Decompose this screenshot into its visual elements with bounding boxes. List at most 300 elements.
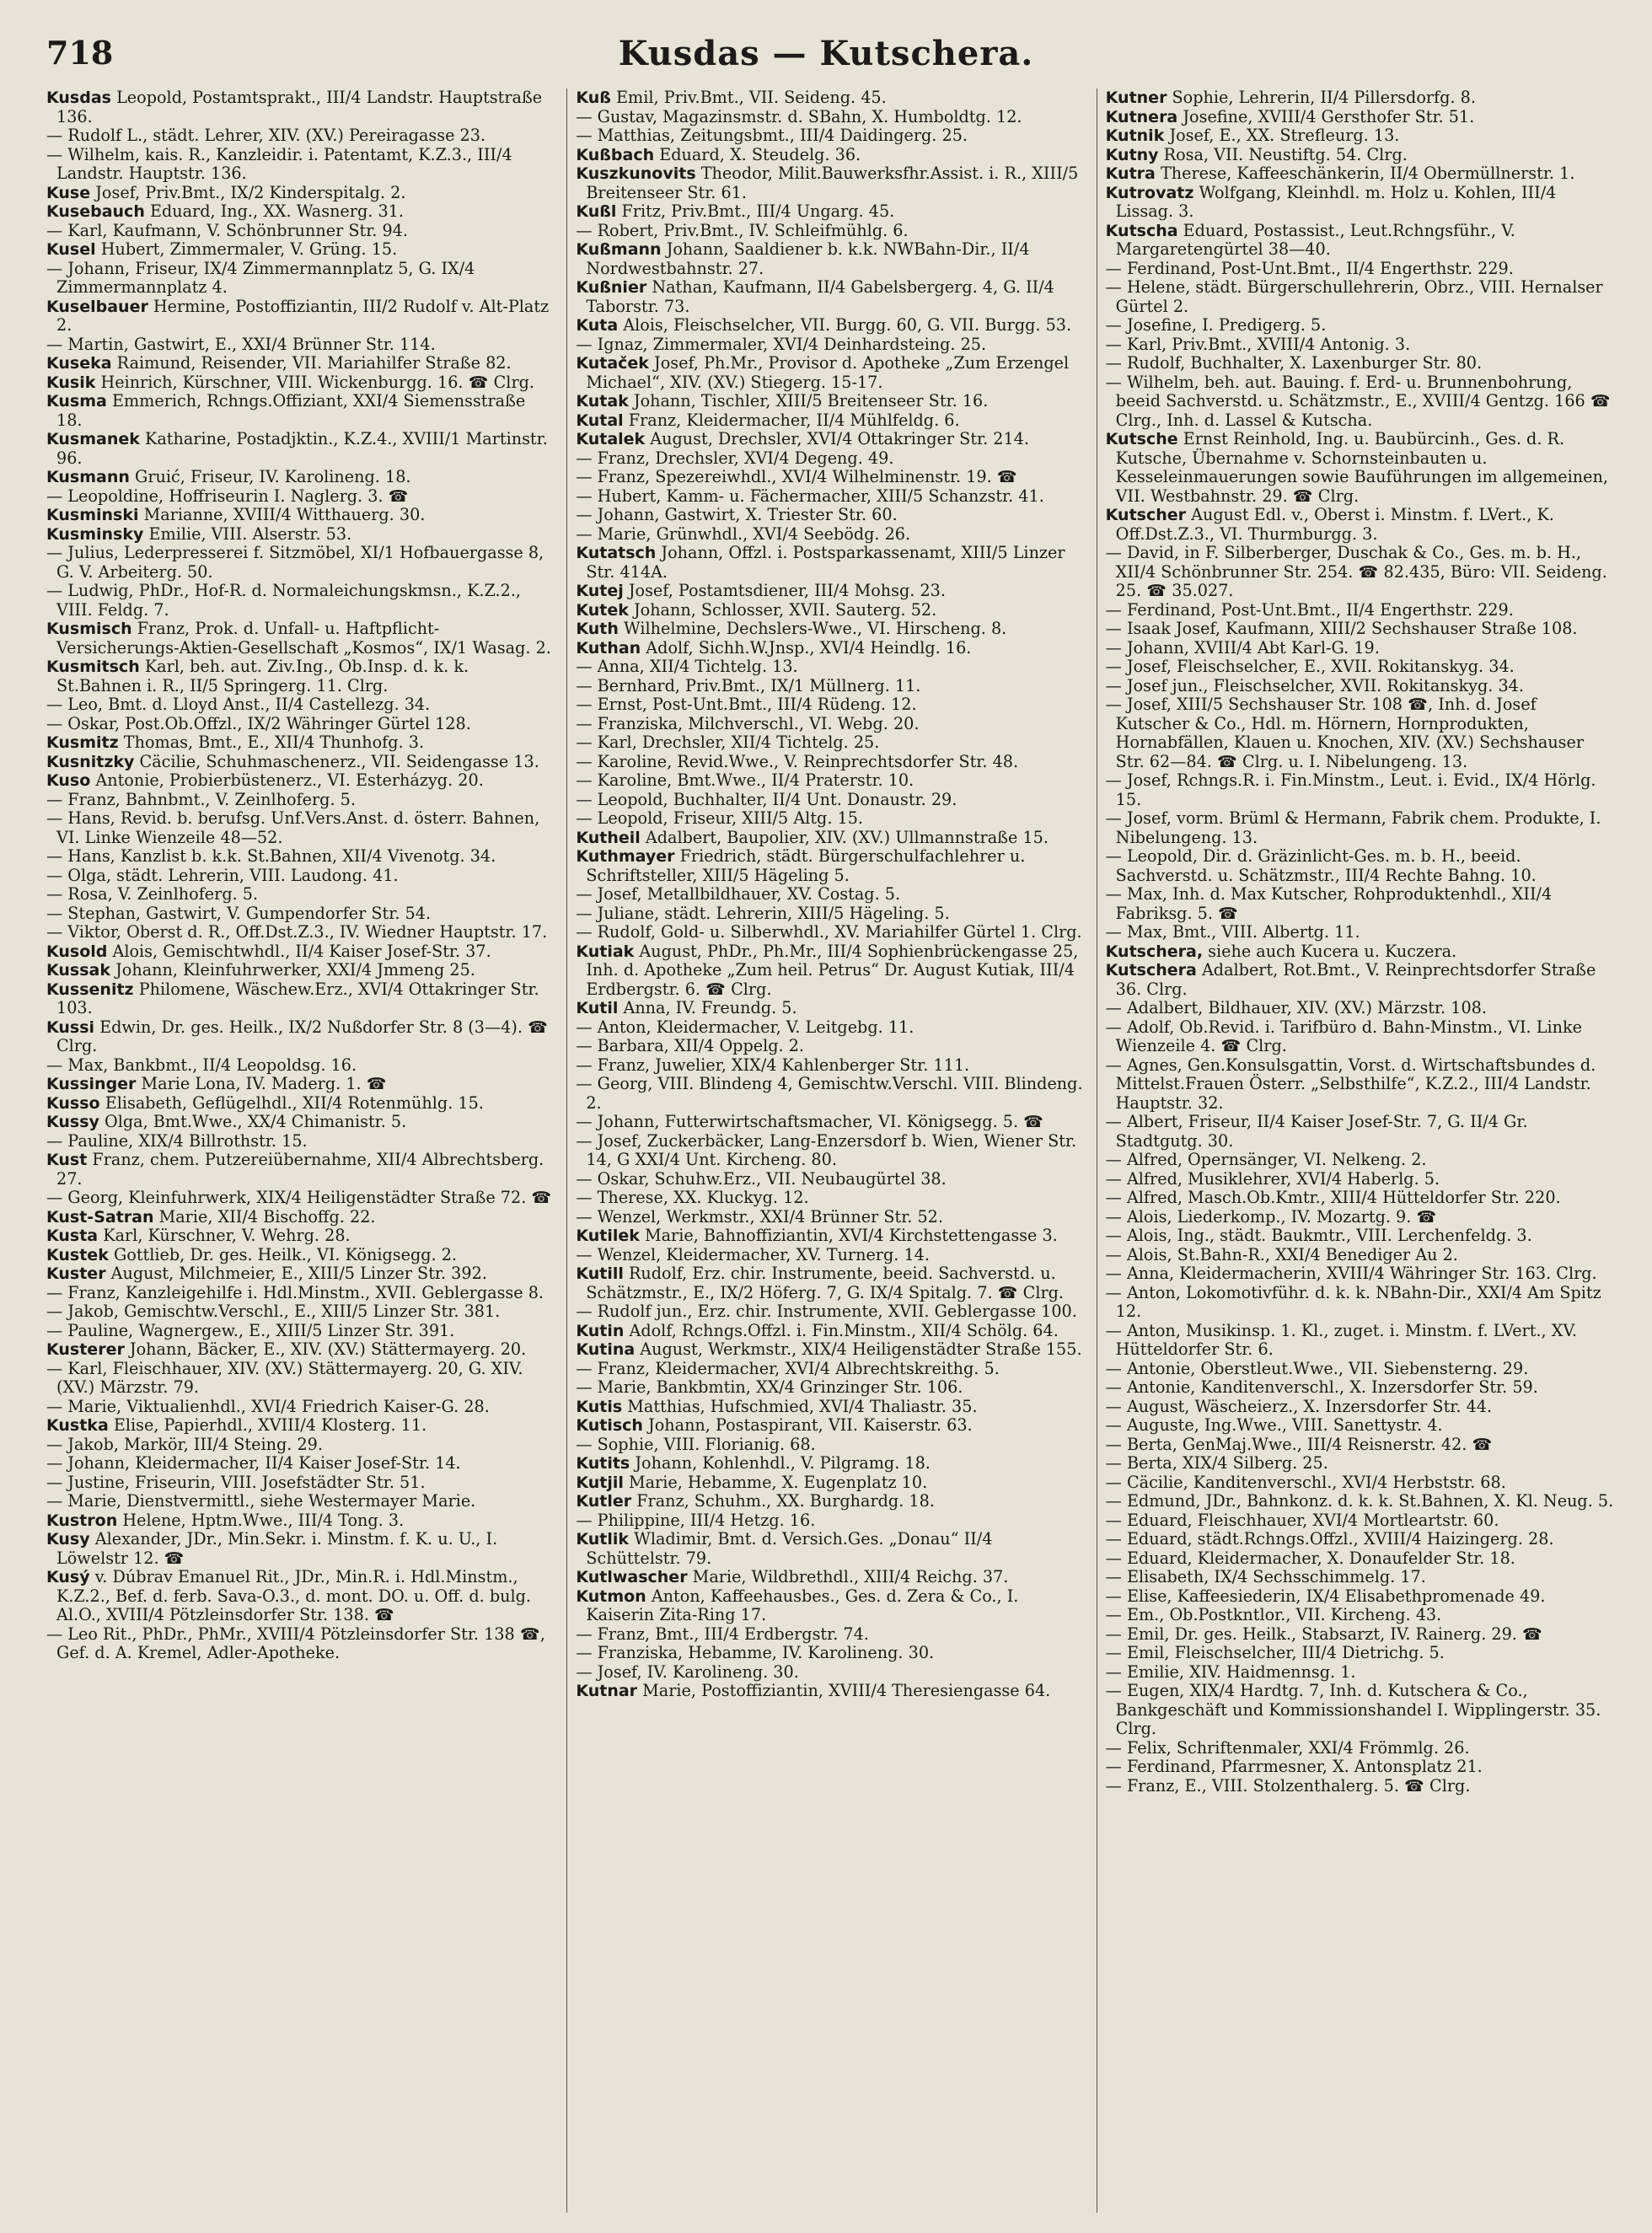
entry-surname: Kuß [576, 89, 611, 107]
entry-text: — Leo, Bmt. d. Lloyd Anst., II/4 Castellezg. 34. [46, 695, 431, 714]
entry-text: — Hans, Kanzlist b. k.k. St.Bahnen, XII/4 Vivenotg. 34. [46, 846, 496, 866]
entry-text: Gottlieb, Dr. ges. Heilk., VI. Königsegg. 2. [108, 1244, 458, 1264]
entry-text: Marie, XII/4 Bischoffg. 22. [153, 1206, 376, 1227]
entry-surname: Kutmon [576, 1586, 646, 1606]
entry-text: Philomene, Wäschew.Erz., XVI/4 Ottakringer Str. 103. [56, 979, 539, 1017]
entry-text: — Max, Bmt., VIII. Albertg. 11. [1105, 922, 1360, 942]
entry-surname: Kusebauch [46, 202, 145, 221]
entry-surname: Kust [46, 1151, 88, 1169]
entry-text: Josef, E., XX. Strefleurg. 13. [1164, 126, 1400, 145]
column-2 [566, 89, 1084, 2213]
directory-entry [46, 733, 555, 753]
entry-text: Johann, Offzl. i. Postsparkassenamt, XIII/5 Linzer Str. 414A. [586, 543, 1065, 582]
entry-text: — Anton, Lokomotivführ. d. k. k. NBahn-Dir., XXI/4 Am Spitz 12. [1105, 1282, 1601, 1321]
directory-entry [46, 1284, 555, 1303]
entry-text: — Gustav, Magazinsmstr. d. SBahn, X. Humboldtg. 12. [576, 106, 1022, 126]
directory-entry [46, 885, 555, 904]
directory-entry [576, 89, 1084, 108]
entry-text: Rosa, VII. Neustiftg. 54. Clrg. [1158, 144, 1408, 164]
entry-text: Johann, Bäcker, E., XIV. (XV.) Stättermayerg. 20. [124, 1339, 527, 1359]
entry-surname: Kuselbauer [46, 297, 148, 316]
directory-entry [576, 1056, 1084, 1076]
directory-entry [1106, 695, 1614, 771]
entry-text: Adolf, Rchngs.Offzl. i. Fin.Minstm., XII/4 Schölg. 64. [624, 1320, 1059, 1340]
directory-entry [1106, 1492, 1614, 1511]
directory-entry [1106, 1777, 1614, 1796]
directory-entry [46, 961, 555, 980]
directory-entry [1106, 260, 1614, 279]
entry-text: Sophie, Lehrerin, II/4 Pillersdorfg. 8. [1167, 89, 1476, 107]
entry-surname: Kutlwascher [576, 1568, 688, 1586]
directory-entry [1106, 1378, 1614, 1398]
directory-entry [1106, 885, 1614, 923]
directory-entry [1106, 1189, 1614, 1208]
entry-text: Johann, Postaspirant, VII. Kaiserstr. 63. [642, 1415, 973, 1435]
directory-entry [46, 260, 555, 298]
entry-text: — Josef, Fleischselcher, E., XVII. Rokitanskyg. 34. [1105, 657, 1515, 676]
entry-surname: Kutis [576, 1397, 623, 1416]
entry-surname: Kusý [46, 1568, 90, 1586]
entry-text: — Marie, Bankbmtin, XX/4 Grinzinger Str. 106. [576, 1377, 963, 1397]
directory-entry [1106, 1739, 1614, 1758]
entry-surname: Kuta [576, 316, 619, 335]
directory-entry [576, 1037, 1084, 1056]
entry-text: Karl, Kürschner, V. Wehrg. 28. [98, 1226, 351, 1245]
directory-entry [576, 1530, 1084, 1568]
entry-surname: Kutits [576, 1454, 630, 1473]
directory-entry [576, 392, 1084, 411]
entry-surname: Kusmanek [46, 430, 140, 448]
entry-text: Eduard, Postassist., Leut.Rchngsführ., V. Margaretengürtel 38—40. [1115, 220, 1515, 259]
entry-text: — Jakob, Markör, III/4 Steing. 29. [46, 1434, 323, 1454]
directory-entry [1106, 1436, 1614, 1455]
entry-text: Emilie, VIII. Alserstr. 53. [143, 523, 352, 544]
directory-entry [46, 1416, 555, 1436]
entry-text: — Emil, Fleischselcher, III/4 Dietrichg. 5. [1105, 1643, 1445, 1662]
entry-text: August, Drechsler, XVI/4 Ottakringer Str. 214. [645, 429, 1030, 448]
directory-entry [576, 620, 1084, 639]
entry-text: Johann, Saaldiener b. k.k. NWBahn-Dir., II/4 Nordwestbahnstr. 27. [586, 239, 1030, 278]
entry-surname: Kutsche [1105, 430, 1178, 448]
directory-entry [46, 904, 555, 924]
directory-entry [46, 658, 555, 695]
entry-text: — Anna, Kleidermacherin, XVIII/4 Währinger Str. 163. Clrg. [1105, 1264, 1597, 1283]
entry-surname: Kusta [46, 1227, 99, 1245]
entry-text: — Martin, Gastwirt, E., XXI/4 Brünner Str. 114. [46, 334, 436, 354]
entry-surname: Kuth [576, 620, 619, 638]
directory-entry [576, 1264, 1084, 1302]
directory-entry [1106, 1454, 1614, 1473]
entry-text: — Franz, Kanzleigehilfe i. Hdl.Minstm., XVII. Geblergasse 8. [46, 1282, 544, 1302]
directory-entry [1106, 1264, 1614, 1284]
entry-text: — Oskar, Post.Ob.Offzl., IX/2 Währinger Gürtel 128. [46, 713, 471, 733]
directory-entry [576, 1454, 1084, 1473]
entry-text: Fritz, Priv.Bmt., III/4 Ungarg. 45. [616, 201, 895, 221]
entry-text: Johann, Schlosser, XVII. Sauterg. 52. [628, 599, 937, 620]
entry-text: — Wilhelm, beh. aut. Bauing. f. Erd- u. Brunnenbohrung, beeid Sachverstd. u. Schätzmstr., E., XVIII/4 Gentzg. 166 ☎ Clrg., Inh. d. Lassel & Kutscha. [1105, 372, 1611, 430]
entry-surname: Kustek [46, 1245, 109, 1264]
directory-entry [46, 430, 555, 468]
directory-entry [46, 1340, 555, 1360]
entry-surname: Kußl [576, 202, 617, 221]
directory-entry [46, 1454, 555, 1473]
entry-surname: Kuthmayer [576, 847, 675, 866]
entry-text: Adalbert, Rot.Bmt., V. Reinprechtsdorfer Straße 36. Clrg. [1115, 960, 1596, 999]
directory-entry [576, 487, 1084, 507]
entry-surname: Kusy [46, 1530, 90, 1549]
directory-entry [46, 1322, 555, 1341]
entry-surname: Kuthan [576, 638, 641, 658]
entry-surname: Kutnar [576, 1682, 638, 1700]
directory-entry [1106, 1644, 1614, 1663]
directory-entry [576, 1587, 1084, 1625]
directory-entry [576, 829, 1084, 848]
entry-surname: Kusterer [46, 1340, 125, 1359]
entry-text: — Ludwig, PhDr., Hof-R. d. Normaleichungskmsn., K.Z.2., VIII. Feldg. 7. [46, 581, 522, 620]
entry-text: — Anton, Kleidermacher, V. Leitgebg. 11. [576, 1017, 914, 1037]
entry-surname: Kusmitz [46, 733, 119, 752]
entry-text: — Ferdinand, Post-Unt.Bmt., II/4 Engerthstr. 229. [1105, 258, 1514, 278]
directory-entry [46, 1530, 555, 1568]
directory-entry [576, 1416, 1084, 1436]
directory-entry [576, 1322, 1084, 1341]
entry-surname: Kusnitzky [46, 752, 135, 771]
entry-text: — Therese, XX. Kluckyg. 12. [576, 1188, 809, 1207]
directory-entry [576, 1018, 1084, 1038]
entry-surname: Kustron [46, 1511, 118, 1530]
entry-text: Franz, Schuhm., XX. Burghardg. 18. [631, 1491, 935, 1511]
directory-entry [576, 1302, 1084, 1322]
directory-entry [46, 771, 555, 791]
entry-surname: Kutisch [576, 1416, 643, 1435]
entry-text: — Franz, Kleidermacher, XVI/4 Albrechtskreithg. 5. [576, 1358, 1000, 1378]
directory-entry [1106, 1663, 1614, 1683]
entry-text: — Leopold, Friseur, XIII/5 Altg. 15. [576, 808, 864, 828]
directory-entry [576, 1360, 1084, 1379]
entry-text: Olga, Bmt.Wwe., XX/4 Chimanistr. 5. [99, 1112, 407, 1131]
directory-entry [46, 1075, 555, 1094]
entry-text: — Auguste, Ing.Wwe., VIII. Sanettystr. 4. [1105, 1415, 1443, 1435]
directory-entry [576, 1625, 1084, 1645]
entry-text: — Wenzel, Kleidermacher, XV. Turnerg. 14. [576, 1244, 930, 1264]
directory-entry [576, 411, 1084, 431]
entry-text: — Hans, Revid. b. berufsg. Unf.Vers.Anst. d. österr. Bahnen, VI. Linke Wienzeile 48—52. [46, 808, 540, 847]
directory-entry [1106, 316, 1614, 335]
entry-text: — Josef, Zuckerbäcker, Lang-Enzersdorf b. Wien, Wiener Str. 14, G XXI/4 Unt. Kircheng. 80. [576, 1130, 1077, 1169]
entry-text: — Josef jun., Fleischselcher, XVII. Rokitanskyg. 34. [1105, 675, 1524, 695]
directory-entry [576, 847, 1084, 885]
directory-entry [1106, 1246, 1614, 1265]
entry-text: Marie, Postoffiziantin, XVIII/4 Theresiengasse 64. [637, 1681, 1051, 1700]
entry-text: — Sophie, VIII. Florianig. 68. [576, 1434, 816, 1454]
entry-text: Hubert, Zimmermaler, V. Grüng. 15. [95, 239, 398, 259]
directory-entry [576, 885, 1084, 904]
directory-entry [1106, 1473, 1614, 1493]
entry-text: — Franz, Juwelier, XIX/4 Kahlenberger Str. 111. [576, 1055, 970, 1075]
entry-text: Karl, beh. aut. Ziv.Ing., Ob.Insp. d. k. k. St.Bahnen i. R., II/5 Springerg. 11. Clrg. [56, 657, 469, 695]
directory-entry [46, 1189, 555, 1208]
directory-entry [1106, 1227, 1614, 1246]
entry-text: — Emil, Dr. ges. Heilk., Stabsarzt, IV. Rainerg. 29. ☎ [1105, 1624, 1542, 1644]
entry-text: — Max, Inh. d. Max Kutscher, Rohproduktenhdl., XII/4 Fabriksg. 5. ☎ [1105, 884, 1553, 923]
entry-surname: Kutil [576, 999, 619, 1017]
entry-text: — Antonie, Kanditenverschl., X. Inzersdorfer Str. 59. [1105, 1377, 1538, 1397]
directory-entry [1106, 1682, 1614, 1739]
directory-entry [46, 89, 555, 126]
entry-surname: Kuso [46, 771, 91, 790]
entry-text: — Barbara, XII/4 Oppelg. 2. [576, 1036, 805, 1055]
entry-surname: Kutill [576, 1264, 624, 1283]
directory-entry [46, 222, 555, 241]
entry-text: — Alfred, Opernsänger, VI. Nelkeng. 2. [1105, 1150, 1427, 1169]
entry-text: — Rudolf jun., Erz. chir. Instrumente, XVII. Geblergasse 100. [576, 1302, 1077, 1321]
directory-entry [46, 146, 555, 184]
directory-entry [46, 1568, 555, 1625]
entry-surname: Kutalek [576, 430, 646, 448]
entry-text: — Felix, Schriftenmaler, XXI/4 Frömmlg. 26. [1105, 1737, 1470, 1758]
directory-entry [46, 695, 555, 715]
entry-text: — Rudolf L., städt. Lehrer, XIV. (XV.) Pereiragasse 23. [46, 126, 486, 145]
entry-text: Alois, Gemischtwhdl., II/4 Kaiser Josef-Str. 37. [107, 941, 491, 961]
entry-text: Wolfgang, Kleinhdl. m. Holz u. Kohlen, III/4 Lissag. 3. [1115, 182, 1557, 221]
entry-text: Therese, Kaffeeschänkerin, II/4 Obermüllnerstr. 1. [1155, 164, 1575, 183]
entry-text: Franz, Kleidermacher, II/4 Mühlfeldg. 6. [623, 410, 960, 430]
entry-text: Anna, IV. Freundg. 5. [618, 998, 797, 1017]
entry-text: Rudolf, Erz. chir. Instrumente, beeid. Sachverstd. u. Schätzmstr., E., IX/2 Höferg. 7, G. IX/4 Spitalg. 7. ☎ Clrg. [586, 1264, 1065, 1302]
entry-text: Hermine, Postoffiziantin, III/2 Rudolf v. Alt-Platz 2. [56, 296, 550, 335]
entry-surname: Kußnier [576, 278, 647, 297]
entry-surname: Kussinger [46, 1075, 137, 1093]
entry-text: — Emilie, XIV. Haidmennsg. 1. [1105, 1661, 1356, 1682]
directory-entry [1106, 1568, 1614, 1587]
directory-entry [1106, 126, 1614, 146]
directory-entry [46, 1398, 555, 1417]
directory-entry [1106, 1322, 1614, 1360]
entry-text: — Oskar, Schuhw.Erz., VII. Neubaugürtel 38. [576, 1168, 947, 1189]
entry-text: Marianne, XVIII/4 Witthauerg. 30. [138, 505, 426, 524]
entry-surname: Kutny [1105, 145, 1159, 164]
entry-text: — Josefine, I. Predigerg. 5. [1105, 315, 1327, 335]
directory-entry [576, 126, 1084, 146]
entry-surname: Kuster [46, 1264, 106, 1283]
entry-surname: Kutaček [576, 354, 649, 373]
entry-text: Emmerich, Rchngs.Offiziant, XXI/4 Siemensstraße 18. [56, 391, 526, 430]
directory-entry [1106, 923, 1614, 942]
directory-entry [46, 867, 555, 886]
directory-entry [576, 335, 1084, 355]
entry-surname: Kutner [1105, 89, 1167, 107]
entry-text: Emil, Priv.Bmt., VII. Seideng. 45. [610, 89, 887, 107]
entry-text: — Johann, Kleidermacher, II/4 Kaiser Josef-Str. 14. [46, 1453, 461, 1473]
entry-text: — Franziska, Milchverschl., VI. Webg. 20. [576, 713, 920, 733]
entry-surname: Kusminski [46, 506, 139, 524]
entry-surname: Kusold [46, 942, 108, 961]
directory-entry [46, 1625, 555, 1663]
entry-text: — August, Wäscheierz., X. Inzersdorfer Str. 44. [1105, 1396, 1493, 1416]
directory-entry [46, 487, 555, 507]
entry-text: Alexander, JDr., Min.Sekr. i. Minstm. f. K. u. U., I. Löwelstr 12. ☎ [56, 1529, 498, 1568]
entry-text: Ernst Reinhold, Ing. u. Baubürcinh., Ges. d. R. Kutsche, Übernahme v. Schornsteinbauten u. Kesseleinmauerungen sowie Bauführungen im allgemeinen, VII. Westbahnstr. 29. ☎ Clrg. [1115, 429, 1608, 506]
entry-text: August, Milchmeier, E., XIII/5 Linzer Str. 392. [105, 1264, 487, 1283]
entry-text: Josef, Priv.Bmt., IX/2 Kinderspitalg. 2. [90, 182, 406, 202]
column-1 [46, 89, 555, 2213]
entry-surname: Kusmann [46, 468, 130, 486]
entry-text: — Eduard, Fleischhauer, XVI/4 Mortleartstr. 60. [1105, 1510, 1499, 1530]
directory-entry [576, 639, 1084, 658]
entry-text: — Franz, Bahnbmt., V. Zeinlhoferg. 5. [46, 789, 356, 809]
entry-text: — Ignaz, Zimmermaler, XVI/4 Deinhardsteing. 25. [576, 334, 987, 354]
directory-entry [46, 202, 555, 222]
directory-entry [46, 1208, 555, 1227]
entry-surname: Kutin [576, 1321, 625, 1340]
entry-text: — Alois, St.Bahn-R., XXI/4 Benediger Au 2. [1105, 1244, 1458, 1264]
entry-text: — Agnes, Gen.Konsulsgattin, Vorst. d. Wirtschaftsbundes d. Mittelst.Frauen Österr. „Selbsthilfe“, K.Z.2., III/4 Landstr. Hauptstr. 32. [1105, 1055, 1596, 1113]
entry-text: — Alfred, Musiklehrer, XVI/4 Haberlg. 5. [1105, 1168, 1440, 1189]
entry-surname: Kutra [1105, 164, 1156, 183]
entry-text: — Johann, Friseur, IX/4 Zimmermannplatz 5, G. IX/4 Zimmermannplatz 4. [46, 258, 475, 297]
entry-text: — Juliane, städt. Lehrerin, XIII/5 Hägeling. 5. [576, 903, 950, 923]
directory-entry [1106, 601, 1614, 620]
directory-entry [576, 1663, 1084, 1683]
directory-entry [576, 544, 1084, 582]
entry-text: Wilhelmine, Dechslers-Wwe., VI. Hirscheng. 8. [618, 619, 1007, 638]
directory-entry [1106, 430, 1614, 506]
directory-entry [46, 126, 555, 146]
directory-entry [46, 544, 555, 582]
entry-text: Josef, Ph.Mr., Provisor d. Apotheke „Zum Erzengel Michael“, XIV. (XV.) Stiegerg. 15-17. [586, 353, 1070, 392]
directory-entry [46, 468, 555, 487]
directory-entry [576, 164, 1084, 202]
entry-text: Marie, Wildbrethdl., XIII/4 Reichg. 37. [687, 1567, 1009, 1586]
directory-entry [576, 677, 1084, 696]
entry-text: Johann, Tischler, XIII/5 Breitenseer Str. 16. [628, 391, 989, 411]
entry-surname: Kutschera, [1105, 942, 1204, 961]
directory-entry [46, 1018, 555, 1056]
entry-text: — Pauline, XIX/4 Billrothstr. 15. [46, 1130, 308, 1151]
entry-text: Adolf, Sichh.W.Jnsp., XVI/4 Heindlg. 16. [641, 637, 972, 658]
entry-surname: Kutschera [1105, 961, 1197, 980]
entry-text: — Berta, XIX/4 Silberg. 25. [1105, 1453, 1328, 1473]
entry-surname: Kust-Satran [46, 1207, 154, 1227]
entry-surname: Kuse [46, 183, 91, 202]
directory-entry [576, 695, 1084, 715]
entry-text: August, PhDr., Ph.Mr., III/4 Sophienbrückengasse 25, Inh. d. Apotheke „Zum heil. Petrus“ Dr. August Kutiak, III/4 Erdbergstr. 6. ☎ Clrg. [586, 941, 1079, 999]
columns [46, 89, 1614, 2213]
directory-entry [576, 601, 1084, 620]
entry-surname: Kusel [46, 240, 96, 259]
directory-entry [576, 771, 1084, 791]
directory-entry [1106, 1511, 1614, 1531]
entry-text: — Jakob, Gemischtw.Verschl., E., XIII/5 Linzer Str. 381. [46, 1302, 501, 1321]
directory-entry [1106, 1416, 1614, 1436]
entry-surname: Kutscher [1105, 506, 1187, 524]
entry-text: — Wilhelm, kais. R., Kanzleidir. i. Patentamt, K.Z.3., III/4 Landstr. Hauptstr. 136. [46, 144, 512, 183]
directory-entry [576, 1340, 1084, 1360]
entry-surname: Kuszkunovits [576, 164, 696, 183]
entry-text: — Marie, Grünwhdl., XVI/4 Seebödg. 26. [576, 523, 911, 544]
entry-text: — Georg, VIII. Blindeng 4, Gemischtw.Verschl. VIII. Blindeng. 2. [576, 1074, 1083, 1113]
entry-text: August, Werkmstr., XIX/4 Heiligenstädter Straße 155. [635, 1339, 1082, 1359]
entry-surname: Kutal [576, 411, 624, 430]
directory-entry [576, 582, 1084, 601]
directory-entry [1106, 1625, 1614, 1645]
directory-entry [1106, 544, 1614, 601]
entry-text: Elisabeth, Geflügelhdl., XII/4 Rotenmühlg. 15. [99, 1092, 484, 1113]
entry-text: Helene, Hptm.Wwe., III/4 Tong. 3. [117, 1510, 405, 1530]
entry-surname: Kutscha [1105, 221, 1178, 240]
entry-text: — Eugen, XIX/4 Hardtg. 7, Inh. d. Kutschera & Co., Bankgeschäft und Kommissionshandel I. Wipplingerstr. 35. Clrg. [1105, 1681, 1601, 1738]
entry-text: — Matthias, Zeitungsbmt., III/4 Daidingerg. 25. [576, 126, 968, 145]
directory-entry [46, 715, 555, 734]
directory-entry [46, 1113, 555, 1132]
entry-text: — Adalbert, Bildhauer, XIV. (XV.) Märzstr. 108. [1105, 998, 1487, 1017]
entry-text: — Julius, Lederpresserei f. Sitzmöbel, XI/1 Hofbauergasse 8, G. V. Arbeiterg. 50. [46, 543, 544, 582]
entry-text: — Ferdinand, Post-Unt.Bmt., II/4 Engerthstr. 229. [1105, 599, 1514, 620]
directory-entry [46, 1511, 555, 1531]
entry-text: Franz, Prok. d. Unfall- u. Haftpflicht-Versicherungs-Aktien-Gesellschaft „Kosmos“, IX/1 Wasag. 2. [56, 619, 551, 658]
entry-text: — Eduard, Kleidermacher, X. Donaufelder Str. 18. [1105, 1548, 1515, 1568]
directory-entry [1106, 164, 1614, 184]
entry-text: — Em., Ob.Postkntlor., VII. Kircheng. 43. [1105, 1605, 1442, 1624]
directory-entry [576, 1492, 1084, 1511]
entry-surname: Kusso [46, 1093, 100, 1113]
directory-entry [576, 222, 1084, 241]
entry-surname: Kutjil [576, 1473, 624, 1492]
entry-surname: Kußmann [576, 240, 662, 259]
directory-entry [576, 1398, 1084, 1417]
directory-entry [576, 1378, 1084, 1398]
entry-text: — Franz, E., VIII. Stolzenthalerg. 5. ☎ Clrg. [1105, 1775, 1471, 1796]
directory-entry [46, 809, 555, 847]
entry-text: — Elise, Kaffeesiederin, IX/4 Elisabethpromenade 49. [1105, 1586, 1546, 1606]
directory-entry [46, 184, 555, 203]
entry-text: Marie, Hebamme, X. Eugenplatz 10. [623, 1472, 928, 1492]
directory-entry [576, 525, 1084, 545]
entry-text: Edwin, Dr. ges. Heilk., IX/2 Nußdorfer Str. 8 (3—4). ☎ Clrg. [56, 1017, 548, 1055]
entry-text: Eduard, Ing., XX. Wasnerg. 31. [144, 201, 404, 221]
directory-entry [1106, 108, 1614, 127]
directory-entry [1106, 1208, 1614, 1227]
entry-text: — Franz, Spezereiwhdl., XVI/4 Wilhelminenstr. 19. ☎ [576, 467, 1017, 486]
directory-entry [576, 1246, 1084, 1265]
page-number: 718 [46, 34, 114, 72]
directory-entry [1106, 335, 1614, 355]
directory-entry [1106, 89, 1614, 108]
directory-entry [46, 582, 555, 620]
directory-entry [46, 620, 555, 658]
entry-text: — Rudolf, Gold- u. Silberwhdl., XV. Mariahilfer Gürtel 1. Clrg. [576, 922, 1082, 942]
directory-entry [1106, 1170, 1614, 1189]
directory-entry [1106, 1530, 1614, 1549]
directory-entry [46, 1094, 555, 1114]
directory-entry [46, 1473, 555, 1493]
entry-surname: Kutilek [576, 1227, 640, 1245]
entry-text: — Anna, XII/4 Tichtelg. 13. [576, 657, 798, 676]
entry-text: — Ernst, Post-Unt.Bmt., III/4 Rüdeng. 12. [576, 695, 917, 714]
directory-entry [1106, 1151, 1614, 1170]
entry-surname: Kussy [46, 1113, 99, 1131]
directory-entry [576, 942, 1084, 1000]
directory-entry [576, 733, 1084, 753]
directory-entry [1106, 658, 1614, 677]
entry-text: siehe auch Kucera u. Kuczera. [1203, 941, 1457, 961]
entry-text: Anton, Kaffeehausbes., Ges. d. Zera & Co., I. Kaiserin Zita-Ring 17. [586, 1586, 1019, 1624]
entry-text: — Olga, städt. Lehrerin, VIII. Laudong. 41. [46, 865, 399, 885]
directory-entry [1106, 639, 1614, 658]
entry-surname: Kusik [46, 373, 96, 392]
entry-text: — Ferdinand, Pfarrmesner, X. Antonsplatz 21. [1105, 1757, 1483, 1776]
directory-entry [46, 1436, 555, 1455]
